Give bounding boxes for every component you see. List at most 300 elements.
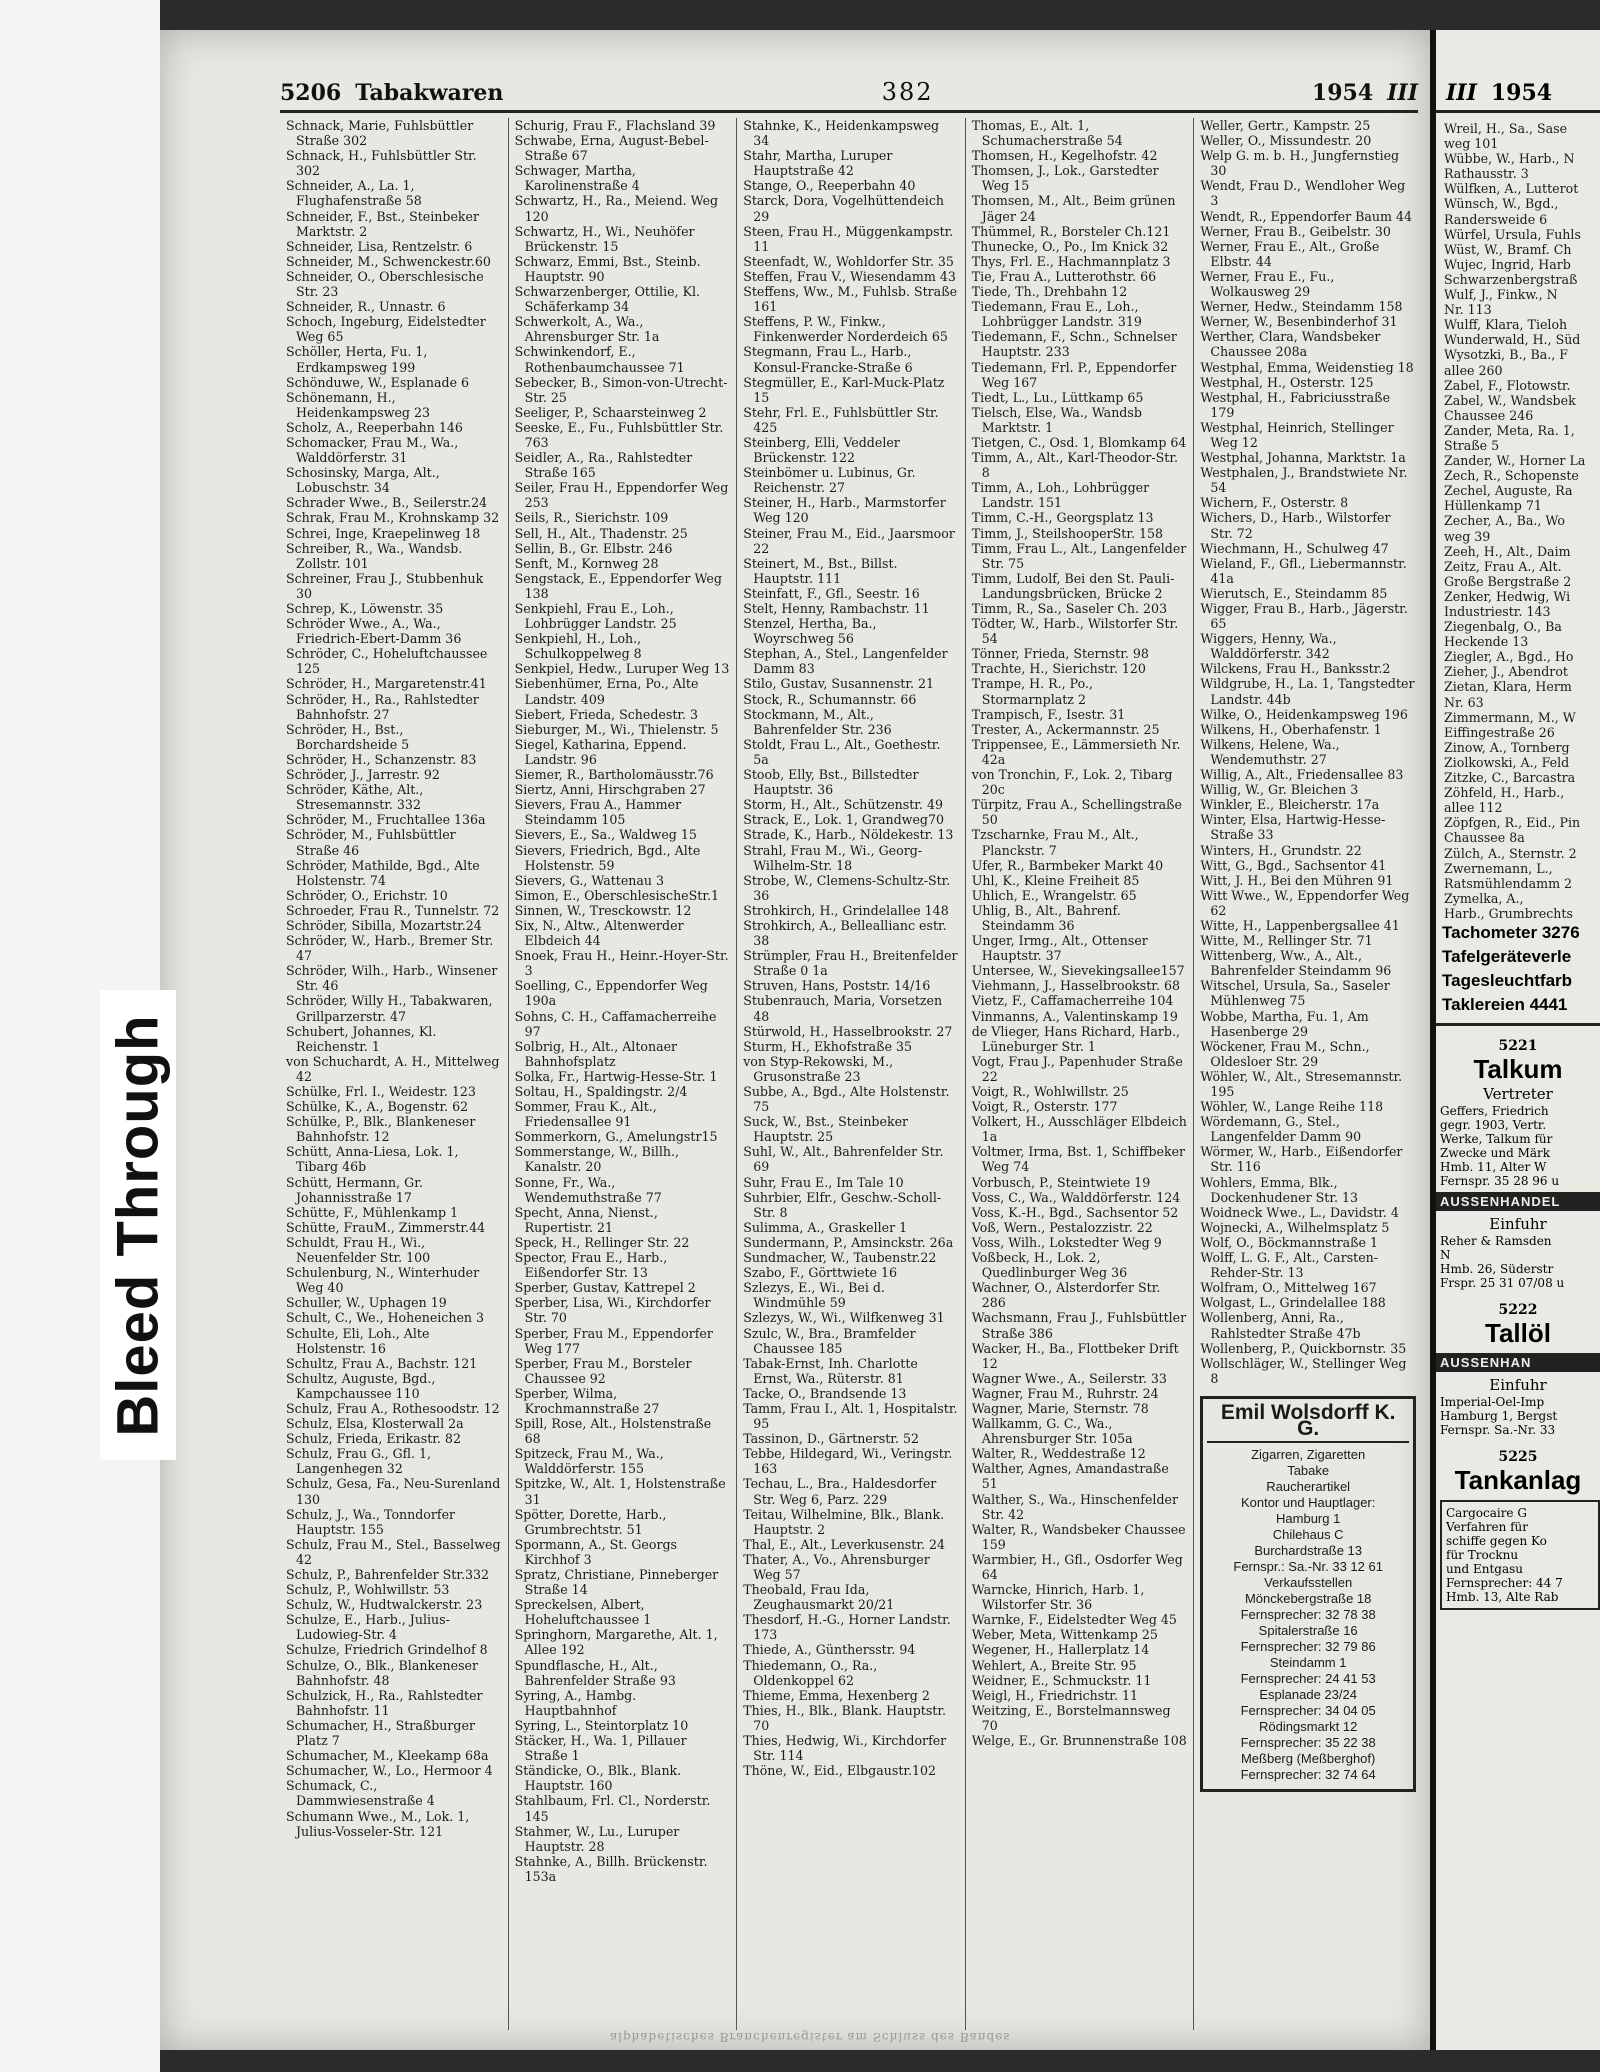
list-item: Weigl, H., Friedrichstr. 11 xyxy=(971,1687,1138,1703)
list-item: Schulze, Friedrich Grindelhof 8 xyxy=(286,1642,488,1658)
list-item: Schneider, R., Unnastr. 6 xyxy=(286,299,446,315)
list-item: Schröder, C., Hoheluftchaussee 125 xyxy=(286,646,488,677)
list-item: Schröder, Mathilde, Bgd., Alte Holstenstr. 74 xyxy=(286,857,480,888)
list-item: Werner, Frau E., Alt., Große Elbstr. 44 xyxy=(1200,238,1380,269)
list-item: Zieher, J., Abendrot xyxy=(1444,664,1568,680)
adjacent-page xyxy=(1430,30,1600,2050)
list-item: Schulenburg, N., Winterhuder Weg 40 xyxy=(286,1265,480,1296)
list-item: Stahnke, K., Heidenkampsweg 34 xyxy=(743,118,940,149)
list-item: Untersee, W., Sievekingsallee157 xyxy=(971,963,1185,979)
list-item: Seidler, A., Ra., Rahlstedter Straße 165 xyxy=(514,450,693,481)
list-item: Siemer, R., Bartholomäusstr.76 xyxy=(514,767,714,783)
list-item: Sievers, G., Wattenau 3 xyxy=(514,872,665,888)
list-item: Würfel, Ursula, Fuhls xyxy=(1444,226,1581,242)
list-item: Wöhler, W., Alt., Stresemannstr. 195 xyxy=(1200,1068,1403,1099)
list-item: Sperber, Frau M., Borsteler Chaussee 92 xyxy=(514,1355,692,1386)
cargocaire-line: Cargocaire G xyxy=(1446,1505,1527,1520)
list-item: Sommerstange, W., Billh., Kanalstr. 20 xyxy=(514,1144,680,1175)
list-item: Zitzke, C., Barcastra xyxy=(1444,770,1576,786)
list-item: Weller, Gertr., Kampstr. 25 xyxy=(1200,118,1371,133)
list-item: Zimmermann, M., W xyxy=(1444,709,1576,725)
list-item: Trampisch, F., Isestr. 31 xyxy=(971,706,1126,722)
talloel-heading: Tallöl xyxy=(1485,1317,1551,1348)
cargocaire-box xyxy=(1440,1500,1600,1610)
list-item: Zinow, A., Tornberg xyxy=(1444,739,1570,755)
list-item: Steinbömer u. Lubinus, Gr. Reichenstr. 27 xyxy=(743,465,916,496)
ad-line: Fernsprecher: 35 22 38 xyxy=(1240,1734,1376,1750)
list-item: Zander, W., Horner La xyxy=(1444,453,1586,469)
list-item: Sundmacher, W., Taubenstr.22 xyxy=(743,1250,937,1266)
list-item: Tönner, Frieda, Sternstr. 98 xyxy=(971,646,1149,662)
list-item: Witte, M., Rellinger Str. 71 xyxy=(1200,933,1373,949)
list-item: Schröder, O., Erichstr. 10 xyxy=(286,887,448,903)
list-item: Walther, S., Wa., Hinschenfelder Str. 42 xyxy=(971,1491,1178,1522)
list-item: Schumann Wwe., M., Lok. 1, Julius-Vosseler-Str. 121 xyxy=(286,1808,470,1839)
list-item: Steffens, Ww., M., Fuhlsb. Straße 161 xyxy=(743,284,958,315)
list-item: Schulz, Frau M., Stel., Basselweg 42 xyxy=(286,1536,501,1567)
list-item: Werner, W., Besenbinderhof 31 xyxy=(1200,314,1398,330)
list-item: Wildgrube, H., La. 1, Tangstedter Landstr. 44b xyxy=(1200,676,1415,707)
list-item: Steffens, P. W., Finkw., Finkenwerder Norderdeich 65 xyxy=(743,314,948,345)
list-item: Thomas, E., Alt. 1, Schumacherstraße 54 xyxy=(971,118,1123,149)
list-item: Harb., Grumbrechts xyxy=(1444,905,1573,921)
ad-line: Verkaufsstellen xyxy=(1264,1574,1353,1590)
list-item: Subbe, A., Bgd., Alte Holstenstr. 75 xyxy=(743,1084,950,1115)
list-item: Weller, O., Missundestr. 20 xyxy=(1200,133,1372,149)
list-item: Steiner, H., Harb., Marmstorfer Weg 120 xyxy=(743,495,946,526)
list-item: Chaussee 246 xyxy=(1444,407,1534,423)
list-item: Schulzick, H., Ra., Rahlstedter Bahnhofstr. 11 xyxy=(286,1687,483,1718)
list-item: Walter, R., Weddestraße 12 xyxy=(971,1446,1146,1462)
list-item: Schwager, Martha, Karolinenstraße 4 xyxy=(514,163,640,194)
vertreter-line: Zwecke und Märk xyxy=(1440,1145,1551,1160)
list-item: Stephan, A., Stel., Langenfelder Damm 83 xyxy=(743,646,948,677)
list-item: Tebbe, Hildegard, Wi., Veringstr. 163 xyxy=(743,1446,953,1477)
vertreter-line: Hmb. 11, Alter W xyxy=(1440,1159,1547,1174)
list-item: Snoek, Frau H., Heinr.-Hoyer-Str. 3 xyxy=(514,948,729,979)
list-item: Viehmann, J., Hasselbrookstr. 68 xyxy=(971,978,1180,994)
list-item: Wegener, H., Hallerplatz 14 xyxy=(971,1642,1150,1658)
section-heading: Tachometer 3276 xyxy=(1442,922,1580,942)
list-item: Suhl, W., Alt., Bahrenfelder Str. 69 xyxy=(743,1144,944,1175)
list-item: Randersweide 6 xyxy=(1444,211,1548,227)
list-item: Schwarzenbergstraß xyxy=(1444,271,1578,287)
list-item: Wigger, Frau B., Harb., Jägerstr. 65 xyxy=(1200,601,1408,632)
volume: III xyxy=(1387,80,1418,106)
list-item: Schröder, W., Harb., Bremer Str. 47 xyxy=(286,933,494,964)
list-item: Wagner, Frau M., Ruhrstr. 24 xyxy=(971,1385,1159,1401)
list-item: Weber, Meta, Wittenkamp 25 xyxy=(971,1627,1158,1643)
list-item: Sebecker, B., Simon-von-Utrecht-Str. 25 xyxy=(514,374,728,405)
list-item: Spill, Rose, Alt., Holstenstraße 68 xyxy=(514,1416,712,1447)
column-4 xyxy=(966,118,1195,2030)
einfuhr-line: Fernspr. Sa.-Nr. 33 xyxy=(1440,1422,1556,1437)
list-item: Tiedt, L., Lu., Lüttkamp 65 xyxy=(971,389,1144,405)
einfuhr-line: N xyxy=(1440,1247,1451,1262)
cargocaire-line: Fernsprecher: 44 7 xyxy=(1446,1575,1563,1590)
list-item: Schuldt, Frau H., Wi., Neuenfelder Str. 100 xyxy=(286,1234,431,1266)
ad-line: Meßberg (Meßberghof) xyxy=(1240,1750,1376,1766)
list-item: Schultz, Auguste, Bgd., Kampchaussee 110 xyxy=(286,1370,436,1401)
list-item: Schröder Wwe., A., Wa., Friedrich-Ebert-Damm 36 xyxy=(286,616,462,647)
list-item: Senkpiehl, Frau E., Loh., Lohbrügger Landstr. 25 xyxy=(514,601,677,632)
list-item: Zabel, W., Wandsbek xyxy=(1444,392,1576,408)
list-item: Schröder, Wilh., Harb., Winsener Str. 46 xyxy=(286,963,498,994)
list-item: Wachner, O., Alsterdorfer Str. 286 xyxy=(971,1280,1161,1311)
list-item: Heckende 13 xyxy=(1444,634,1529,650)
ad-line: Rödingsmarkt 12 xyxy=(1259,1718,1358,1734)
list-item: Schröder, H., Schanzenstr. 83 xyxy=(286,751,477,767)
list-item: Thomsen, M., Alt., Beim grünen Jäger 24 xyxy=(971,193,1176,224)
list-item: Schütte, FrauM., Zimmerstr.44 xyxy=(286,1219,486,1235)
list-item: Speck, H., Rellinger Str. 22 xyxy=(514,1234,690,1250)
list-item: Uhlig, B., Alt., Bahrenf. Steindamm 36 xyxy=(971,902,1121,933)
list-item: Welp G. m. b. H., Jungfernstieg 30 xyxy=(1200,148,1400,179)
list-item: Schulz, P., Wohlwillstr. 53 xyxy=(286,1582,450,1598)
list-item: Stoldt, Frau L., Alt., Goethestr. 5a xyxy=(743,736,941,767)
list-item: Spitzke, W., Alt. 1, Holstenstraße 31 xyxy=(514,1476,726,1507)
list-item: Voss, C., Wa., Walddörferstr. 124 xyxy=(971,1189,1181,1205)
list-item: Stegmann, Frau L., Harb., Konsul-Francke-Straße 6 xyxy=(743,344,913,375)
list-item: Szabo, F., Görttwiete 16 xyxy=(743,1265,897,1281)
list-item: Thiedemann, O., Ra., Oldenkoppel 62 xyxy=(743,1657,878,1688)
ad-lines xyxy=(1207,1447,1409,1783)
list-item: von Styp-Rekowski, M., Grusonstraße 23 xyxy=(743,1053,894,1084)
list-item: Wulf, J., Finkw., N xyxy=(1444,287,1558,303)
list-item: Siebert, Frieda, Schedestr. 3 xyxy=(514,706,699,722)
list-item: Timm, R., Sa., Saseler Ch. 203 xyxy=(971,601,1168,616)
ad-line: Zigarren, Zigaretten xyxy=(1251,1446,1366,1462)
list-item: Schütte, F., Mühlenkamp 1 xyxy=(286,1204,459,1220)
list-item: Schumack, C., Dammwiesenstraße 4 xyxy=(286,1778,435,1809)
list-item: Thomsen, H., Kegelhofstr. 42 xyxy=(971,148,1158,164)
list-item: Schöller, Herta, Fu. 1, Erdkampsweg 199 xyxy=(286,344,428,375)
list-item: Vietz, F., Caffamacherreihe 104 xyxy=(971,993,1174,1009)
list-item: Wendt, Frau D., Wendloher Weg 3 xyxy=(1200,178,1406,209)
list-item: Schröder, Willy H., Tabakwaren, Grillparzerstr. 47 xyxy=(286,993,493,1024)
list-item: Schneider, A., La. 1, Flughafenstraße 58 xyxy=(286,178,422,209)
list-item: von Tronchin, F., Lok. 2, Tibarg 20c xyxy=(971,767,1173,798)
list-item: Sohns, C. H., Caffamacherreihe 97 xyxy=(514,1008,717,1039)
list-item: Wolff, L. G. F., Alt., Carsten-Rehder-Str. 13 xyxy=(1200,1250,1379,1281)
bleed-through-text: Bleed Through xyxy=(105,1013,171,1437)
list-item: Schwartz, H., Ra., Meiend. Weg 120 xyxy=(514,193,719,224)
list-item: Wreil, H., Sa., Sase xyxy=(1444,121,1568,136)
list-item: Schumacher, W., Lo., Hermoor 4 xyxy=(286,1763,493,1779)
list-item: Eiffingestraße 26 xyxy=(1444,724,1555,740)
list-item: Witschel, Ursula, Sa., Saseler Mühlenweg 75 xyxy=(1200,978,1390,1009)
list-item: Willig, A., Alt., Friedensallee 83 xyxy=(1200,767,1404,783)
list-item: Steenfadt, W., Wohldorfer Str. 35 xyxy=(743,253,954,269)
list-item: Steffen, Frau V., Wiesendamm 43 xyxy=(743,268,956,284)
directory-page xyxy=(160,30,1430,2050)
list-item: Timm, A., Loh., Lohbrügger Landstr. 151 xyxy=(971,480,1150,511)
list-item: Voß, Wern., Pestalozzistr. 22 xyxy=(971,1219,1153,1235)
list-item: Hüllenkamp 71 xyxy=(1444,498,1542,514)
list-item: Schneider, Lisa, Rentzelstr. 6 xyxy=(286,238,473,254)
list-item: Sengstack, E., Eppendorfer Weg 138 xyxy=(514,570,722,601)
vertreter-line: gegr. 1903, Vertr. xyxy=(1440,1117,1547,1132)
einfuhr-line: Hamburg 1, Bergst xyxy=(1440,1408,1558,1423)
list-item: Chaussee 8a xyxy=(1444,830,1525,846)
adjacent-header xyxy=(1436,66,1600,113)
ad-line: Spitalerstraße 16 xyxy=(1258,1622,1358,1638)
advertisement xyxy=(1200,1396,1416,1792)
list-item: Voigt, R., Wohlwillstr. 25 xyxy=(971,1084,1129,1099)
list-item: Sellin, B., Gr. Elbstr. 246 xyxy=(514,540,673,556)
list-item: Uhlich, E., Wrangelstr. 65 xyxy=(971,887,1137,903)
column-2 xyxy=(509,118,738,2030)
section-heading: Tagesleuchtfarb xyxy=(1442,970,1573,990)
list-item: Struven, Hans, Poststr. 14/16 xyxy=(743,978,931,994)
vertreter-lines xyxy=(1436,1104,1600,1188)
list-item: Spreckelsen, Albert, Hoheluftchaussee 1 xyxy=(514,1597,652,1628)
list-item: Schrei, Inge, Kraepelinweg 18 xyxy=(286,525,481,541)
ad-line: Steindamm 1 xyxy=(1269,1654,1347,1670)
year: 1954 xyxy=(1311,80,1374,106)
list-item: allee 112 xyxy=(1444,800,1503,816)
list-item: Schwarz, Emmi, Bst., Steinb. Hauptstr. 90 xyxy=(514,253,701,284)
list-item: Sell, H., Alt., Thadenstr. 25 xyxy=(514,525,688,541)
list-item: Schubert, Johannes, Kl. Reichenstr. 1 xyxy=(286,1023,437,1054)
list-item: Zander, Meta, Ra. 1, xyxy=(1444,422,1575,438)
list-item: Tiede, Th., Drehbahn 12 xyxy=(971,284,1128,300)
list-item: Sundermann, P., Amsinckstr. 26a xyxy=(743,1234,954,1250)
list-item: Stilo, Gustav, Susannenstr. 21 xyxy=(743,676,935,692)
column-5-entries xyxy=(1200,118,1416,1386)
list-item: Voss, K.-H., Bgd., Sachsentor 52 xyxy=(971,1204,1179,1220)
list-item: Stange, O., Reeperbahn 40 xyxy=(743,178,916,194)
list-item: Werner, Hedw., Steindamm 158 xyxy=(1200,299,1403,315)
list-item: Tiedemann, Frau E., Loh., Lohbrügger Landstr. 319 xyxy=(971,299,1142,330)
list-item: Wollenberg, Anni, Ra., Rahlstedter Straße 47b xyxy=(1200,1310,1361,1341)
ad-line: Esplanade 23/24 xyxy=(1259,1686,1357,1702)
list-item: Sievers, E., Sa., Waldweg 15 xyxy=(514,827,697,843)
ad-line: Raucherartikel xyxy=(1266,1478,1351,1494)
list-item: Schrader Wwe., B., Seilerstr.24 xyxy=(286,495,488,511)
list-item: Stahnke, A., Billh. Brückenstr. 153a xyxy=(514,1853,708,1884)
list-item: Wilkens, Helene, Wa., Wendemuthstr. 27 xyxy=(1200,736,1340,767)
list-item: Schröder, Käthe, Alt., Stresemannstr. 332 xyxy=(286,782,424,813)
section-5221: 5221 xyxy=(1498,1037,1538,1054)
list-item: Wolfram, O., Mittelweg 167 xyxy=(1200,1280,1377,1296)
column-1 xyxy=(280,118,509,2030)
list-item: Straße 5 xyxy=(1444,437,1500,453)
list-item: Techau, L., Bra., Haldesdorfer Str. Weg 6, Parz. 229 xyxy=(743,1476,937,1507)
cargocaire-line: Hmb. 13, Alte Rab xyxy=(1446,1589,1559,1604)
list-item: Stegmüller, E., Karl-Muck-Platz 15 xyxy=(743,374,945,405)
list-item: Westphal, Heinrich, Stellinger Weg 12 xyxy=(1200,419,1394,450)
list-item: Sperber, Frau M., Eppendorfer Weg 177 xyxy=(514,1325,713,1356)
list-item: Wachsmann, Frau J., Fuhlsbüttler Straße 386 xyxy=(971,1310,1187,1341)
list-item: Westphal, H., Fabriciusstraße 179 xyxy=(1200,389,1391,420)
list-item: Tietgen, C., Osd. 1, Blomkamp 64 xyxy=(971,434,1187,450)
ad-line: Fernsprecher: 32 78 38 xyxy=(1240,1606,1376,1622)
list-item: Syring, L., Steintorplatz 10 xyxy=(514,1717,689,1733)
list-item: Senkpiehl, H., Loh., Schulkoppelweg 8 xyxy=(514,631,642,662)
list-item: Trampe, H. R., Po., Stormarnplatz 2 xyxy=(971,676,1093,707)
einfuhr-lines-1 xyxy=(1436,1234,1600,1290)
list-item: Wagner, Marie, Sternstr. 78 xyxy=(971,1400,1149,1416)
list-item: Ratsmühlendamm 2 xyxy=(1444,875,1573,891)
list-item: Zecher, A., Ba., Wo xyxy=(1444,513,1566,529)
list-item: Weitzing, E., Borstelmannsweg 70 xyxy=(971,1702,1171,1733)
list-item: Strümpler, Frau H., Breitenfelder Straße 0 1a xyxy=(743,948,958,979)
list-item: Schulte, Eli, Loh., Alte Holstenstr. 16 xyxy=(286,1325,430,1356)
list-item: Werner, Frau E., Fu., Wolkausweg 29 xyxy=(1200,268,1335,300)
list-item: Sperber, Wilma, Krochmannstraße 27 xyxy=(514,1385,660,1416)
list-item: Zechel, Auguste, Ra xyxy=(1444,483,1573,499)
list-item: Schwerkolt, A., Wa., Ahrensburger Str. 1a xyxy=(514,314,660,345)
list-item: Timm, A., Alt., Karl-Theodor-Str. 8 xyxy=(971,450,1178,481)
list-item: Schütt, Anna-Liesa, Lok. 1, Tibarg 46b xyxy=(286,1144,459,1175)
list-item: Schulz, Gesa, Fa., Neu-Surenland 130 xyxy=(286,1476,501,1507)
list-item: Voltmer, Irma, Bst. 1, Schiffbeker Weg 74 xyxy=(971,1144,1186,1175)
list-item: Thümmel, R., Borsteler Ch.121 xyxy=(971,223,1171,239)
list-item: Ziegler, A., Bgd., Ho xyxy=(1444,649,1574,665)
ad-line: Fernsprecher: 32 74 64 xyxy=(1240,1766,1376,1782)
ad-line: Chilehaus C xyxy=(1272,1526,1344,1542)
adjacent-sections xyxy=(1436,921,1600,1026)
list-item: weg 39 xyxy=(1444,528,1491,544)
list-item: Thiede, A., Günthersstr. 94 xyxy=(743,1642,916,1658)
list-item: Thies, Hedwig, Wi., Kirchdorfer Str. 114 xyxy=(743,1733,947,1764)
list-item: Witte, H., Lappenbergsallee 41 xyxy=(1200,917,1400,933)
list-item: Sommer, Frau K., Alt., Friedensallee 91 xyxy=(514,1099,657,1130)
adjacent-year: 1954 xyxy=(1490,80,1553,106)
adjacent-entries xyxy=(1436,113,1600,921)
list-item: Spormann, A., St. Georgs Kirchhof 3 xyxy=(514,1536,678,1567)
list-item: Schütt, Hermann, Gr. Johannisstraße 17 xyxy=(286,1174,423,1205)
list-item: Wöckener, Frau M., Schn., Oldesloer Str. 29 xyxy=(1200,1038,1370,1069)
section-title: Tabakwaren xyxy=(355,80,504,106)
list-item: Tamm, Frau I., Alt. 1, Hospitalstr. 95 xyxy=(743,1400,958,1432)
page-number: 382 xyxy=(881,78,934,106)
list-item: Stelt, Henny, Rambachstr. 11 xyxy=(743,601,930,616)
list-item: Schwarzenberger, Ottilie, Kl. Schäferkamp 34 xyxy=(514,284,701,315)
list-item: Unger, Irmg., Alt., Ottenser Hauptstr. 37 xyxy=(971,933,1148,964)
list-item: Schnack, Marie, Fuhlsbüttler Straße 302 xyxy=(286,118,474,149)
list-item: Timm, Frau L., Alt., Langenfelder Str. 75 xyxy=(971,540,1187,571)
ad-line: Kontor und Hauptlager: xyxy=(1240,1494,1376,1510)
list-item: Stockmann, M., Alt., Bahrenfelder Str. 236 xyxy=(743,706,892,737)
list-item: Spratz, Christiane, Pinneberger Straße 14 xyxy=(514,1567,719,1598)
list-item: Wüst, W., Bramf. Ch xyxy=(1444,241,1572,257)
talkum-heading: Talkum xyxy=(1473,1053,1563,1084)
list-item: Senkpiel, Hedw., Luruper Weg 13 xyxy=(514,661,730,677)
list-item: Schulz, Frau G., Gfl. 1, Langenhegen 32 xyxy=(286,1446,432,1477)
column-3 xyxy=(737,118,966,2030)
list-item: Simon, E., OberschlesischeStr.1 xyxy=(514,887,719,903)
list-item: Strohkirch, A., Belleallianc estr. 38 xyxy=(743,917,947,949)
list-item: Werther, Clara, Wandsbeker Chaussee 208a xyxy=(1200,329,1381,360)
adjacent-volume: III xyxy=(1446,80,1477,106)
list-item: Thys, Frl. E., Hachmannplatz 3 xyxy=(971,253,1171,269)
section-number: 5206 xyxy=(280,80,342,106)
list-item: Spitzeck, Frau M., Wa., Walddörferstr. 155 xyxy=(514,1446,664,1477)
list-item: Thomsen, J., Lok., Garstedter Weg 15 xyxy=(971,163,1159,194)
list-item: Voßbeck, H., Lok. 2, Quedlinburger Weg 36 xyxy=(971,1250,1128,1281)
list-item: Schwartz, H., Wi., Neuhöfer Brückenstr. 15 xyxy=(514,223,695,254)
list-item: Zenker, Hedwig, Wi xyxy=(1444,588,1571,604)
list-item: Schroeder, Frau R., Tunnelstr. 72 xyxy=(286,902,500,918)
list-item: Zöhfeld, H., Harb., xyxy=(1444,785,1565,801)
list-item: Wacker, H., Ba., Flottbeker Drift 12 xyxy=(971,1340,1179,1371)
list-item: Siertz, Anni, Hirschgraben 27 xyxy=(514,782,706,798)
list-item: Schröder, Sibilla, Mozartstr.24 xyxy=(286,917,482,933)
list-item: Theobald, Frau Ida, Zeughausmarkt 20/21 xyxy=(743,1582,895,1613)
bleed-through-label xyxy=(100,990,176,1460)
list-item: Witt, J. H., Bei den Mühren 91 xyxy=(1200,872,1394,888)
list-item: Volkert, H., Ausschläger Elbdeich 1a xyxy=(971,1114,1187,1145)
list-item: Suhrbier, Elfr., Geschw.-Scholl-Str. 8 xyxy=(743,1189,942,1220)
cargocaire-line: für Trocknu xyxy=(1446,1547,1519,1562)
cargocaire-line: und Entgasu xyxy=(1446,1561,1523,1576)
list-item: Schultz, Frau A., Bachstr. 121 xyxy=(286,1355,478,1371)
list-item: Wittenberg, Ww., A., Alt., Bahrenfelder Steindamm 96 xyxy=(1200,948,1392,979)
list-item: Tiedemann, F., Schn., Schnelser Hauptstr. 233 xyxy=(971,329,1177,360)
section-5225: 5225 xyxy=(1498,1448,1538,1465)
list-item: Szlezys, W., Wi., Wilfkenweg 31 xyxy=(743,1310,945,1326)
list-item: Szulc, W., Bra., Bramfelder Chaussee 185 xyxy=(743,1325,916,1356)
ad-line: Fernsprecher: 34 04 05 xyxy=(1240,1702,1376,1718)
list-item: Steinfatt, F., Gfl., Seestr. 16 xyxy=(743,585,920,601)
list-item: Zietan, Klara, Herm xyxy=(1444,679,1572,695)
list-item: Wobbe, Martha, Fu. 1, Am Hasenberge 29 xyxy=(1200,1008,1369,1039)
list-item: Ständicke, O., Blk., Blank. Hauptstr. 160 xyxy=(514,1763,682,1794)
list-item: Schröder, J., Jarrestr. 92 xyxy=(286,767,440,783)
list-item: Wierutsch, E., Steindamm 85 xyxy=(1200,585,1388,601)
list-item: Wülfken, A., Lutterot xyxy=(1444,181,1579,197)
list-item: Stäcker, H., Wa. 1, Pillauer Straße 1 xyxy=(514,1733,687,1764)
list-item: Westphal, Johanna, Marktstr. 1a xyxy=(1200,450,1406,466)
list-item: Schrep, K., Löwenstr. 35 xyxy=(286,601,444,616)
list-item: Schwinkendorf, E., Rothenbaumchaussee 71 xyxy=(514,344,685,375)
list-item: Westphal, Emma, Weidenstieg 18 xyxy=(1200,359,1414,375)
list-item: Thies, H., Blk., Blank. Hauptstr. 70 xyxy=(743,1702,946,1733)
list-item: Warnke, F., Eidelstedter Weg 45 xyxy=(971,1612,1177,1628)
list-item: Wübbe, W., Harb., N xyxy=(1444,151,1575,167)
list-item: Wolf, O., Böckmannstraße 1 xyxy=(1200,1234,1379,1250)
list-item: Schröder, M., Fruchtallee 136a xyxy=(286,812,486,828)
einfuhr-line: Reher & Ramsden xyxy=(1440,1233,1552,1248)
list-item: Warmbier, H., Gfl., Osdorfer Weg 64 xyxy=(971,1551,1183,1582)
list-item: Schröder, H., Margaretenstr.41 xyxy=(286,676,487,692)
list-item: Thater, A., Vo., Ahrensburger Weg 57 xyxy=(743,1551,930,1582)
list-item: Strohkirch, H., Grindelallee 148 xyxy=(743,902,949,918)
list-item: Zabel, F., Flotowstr. xyxy=(1444,377,1571,393)
list-item: Schuller, W., Uphagen 19 xyxy=(286,1295,447,1311)
list-item: Schumacher, H., Straßburger Platz 7 xyxy=(286,1717,475,1749)
list-item: Wolgast, L., Grindelallee 188 xyxy=(1200,1295,1386,1311)
list-item: Schulz, W., Hudtwalckerstr. 23 xyxy=(286,1597,483,1613)
list-item: weg 101 xyxy=(1444,136,1499,152)
list-item: Westphal, H., Osterstr. 125 xyxy=(1200,374,1374,390)
list-item: Spector, Frau E., Harb., Eißendorfer Str. 13 xyxy=(514,1250,668,1281)
ad-line: Burchardstraße 13 xyxy=(1254,1542,1362,1558)
list-item: Tielsch, Else, Wa., Wandsb Marktstr. 1 xyxy=(971,404,1142,435)
list-item: Zöpfgen, R., Eid., Pin xyxy=(1444,815,1581,831)
list-item: Tassinon, D., Gärtnerstr. 52 xyxy=(743,1431,919,1447)
list-item: Sinnen, W., Tresckowstr. 12 xyxy=(514,902,692,918)
ad-line: Fernspr.: Sa.-Nr. 33 12 61 xyxy=(1233,1558,1383,1574)
list-item: Wulff, Klara, Tieloh xyxy=(1444,317,1568,333)
ad-line: Mönckebergstraße 18 xyxy=(1244,1590,1372,1606)
list-item: Schönduwe, W., Esplanade 6 xyxy=(286,374,470,390)
list-item: Weidner, E., Schmuckstr. 11 xyxy=(971,1672,1152,1688)
list-item: Sievers, Frau A., Hammer Steindamm 105 xyxy=(514,797,682,828)
list-item: Schomacker, Frau M., Wa., Walddörferstr. 31 xyxy=(286,434,459,466)
